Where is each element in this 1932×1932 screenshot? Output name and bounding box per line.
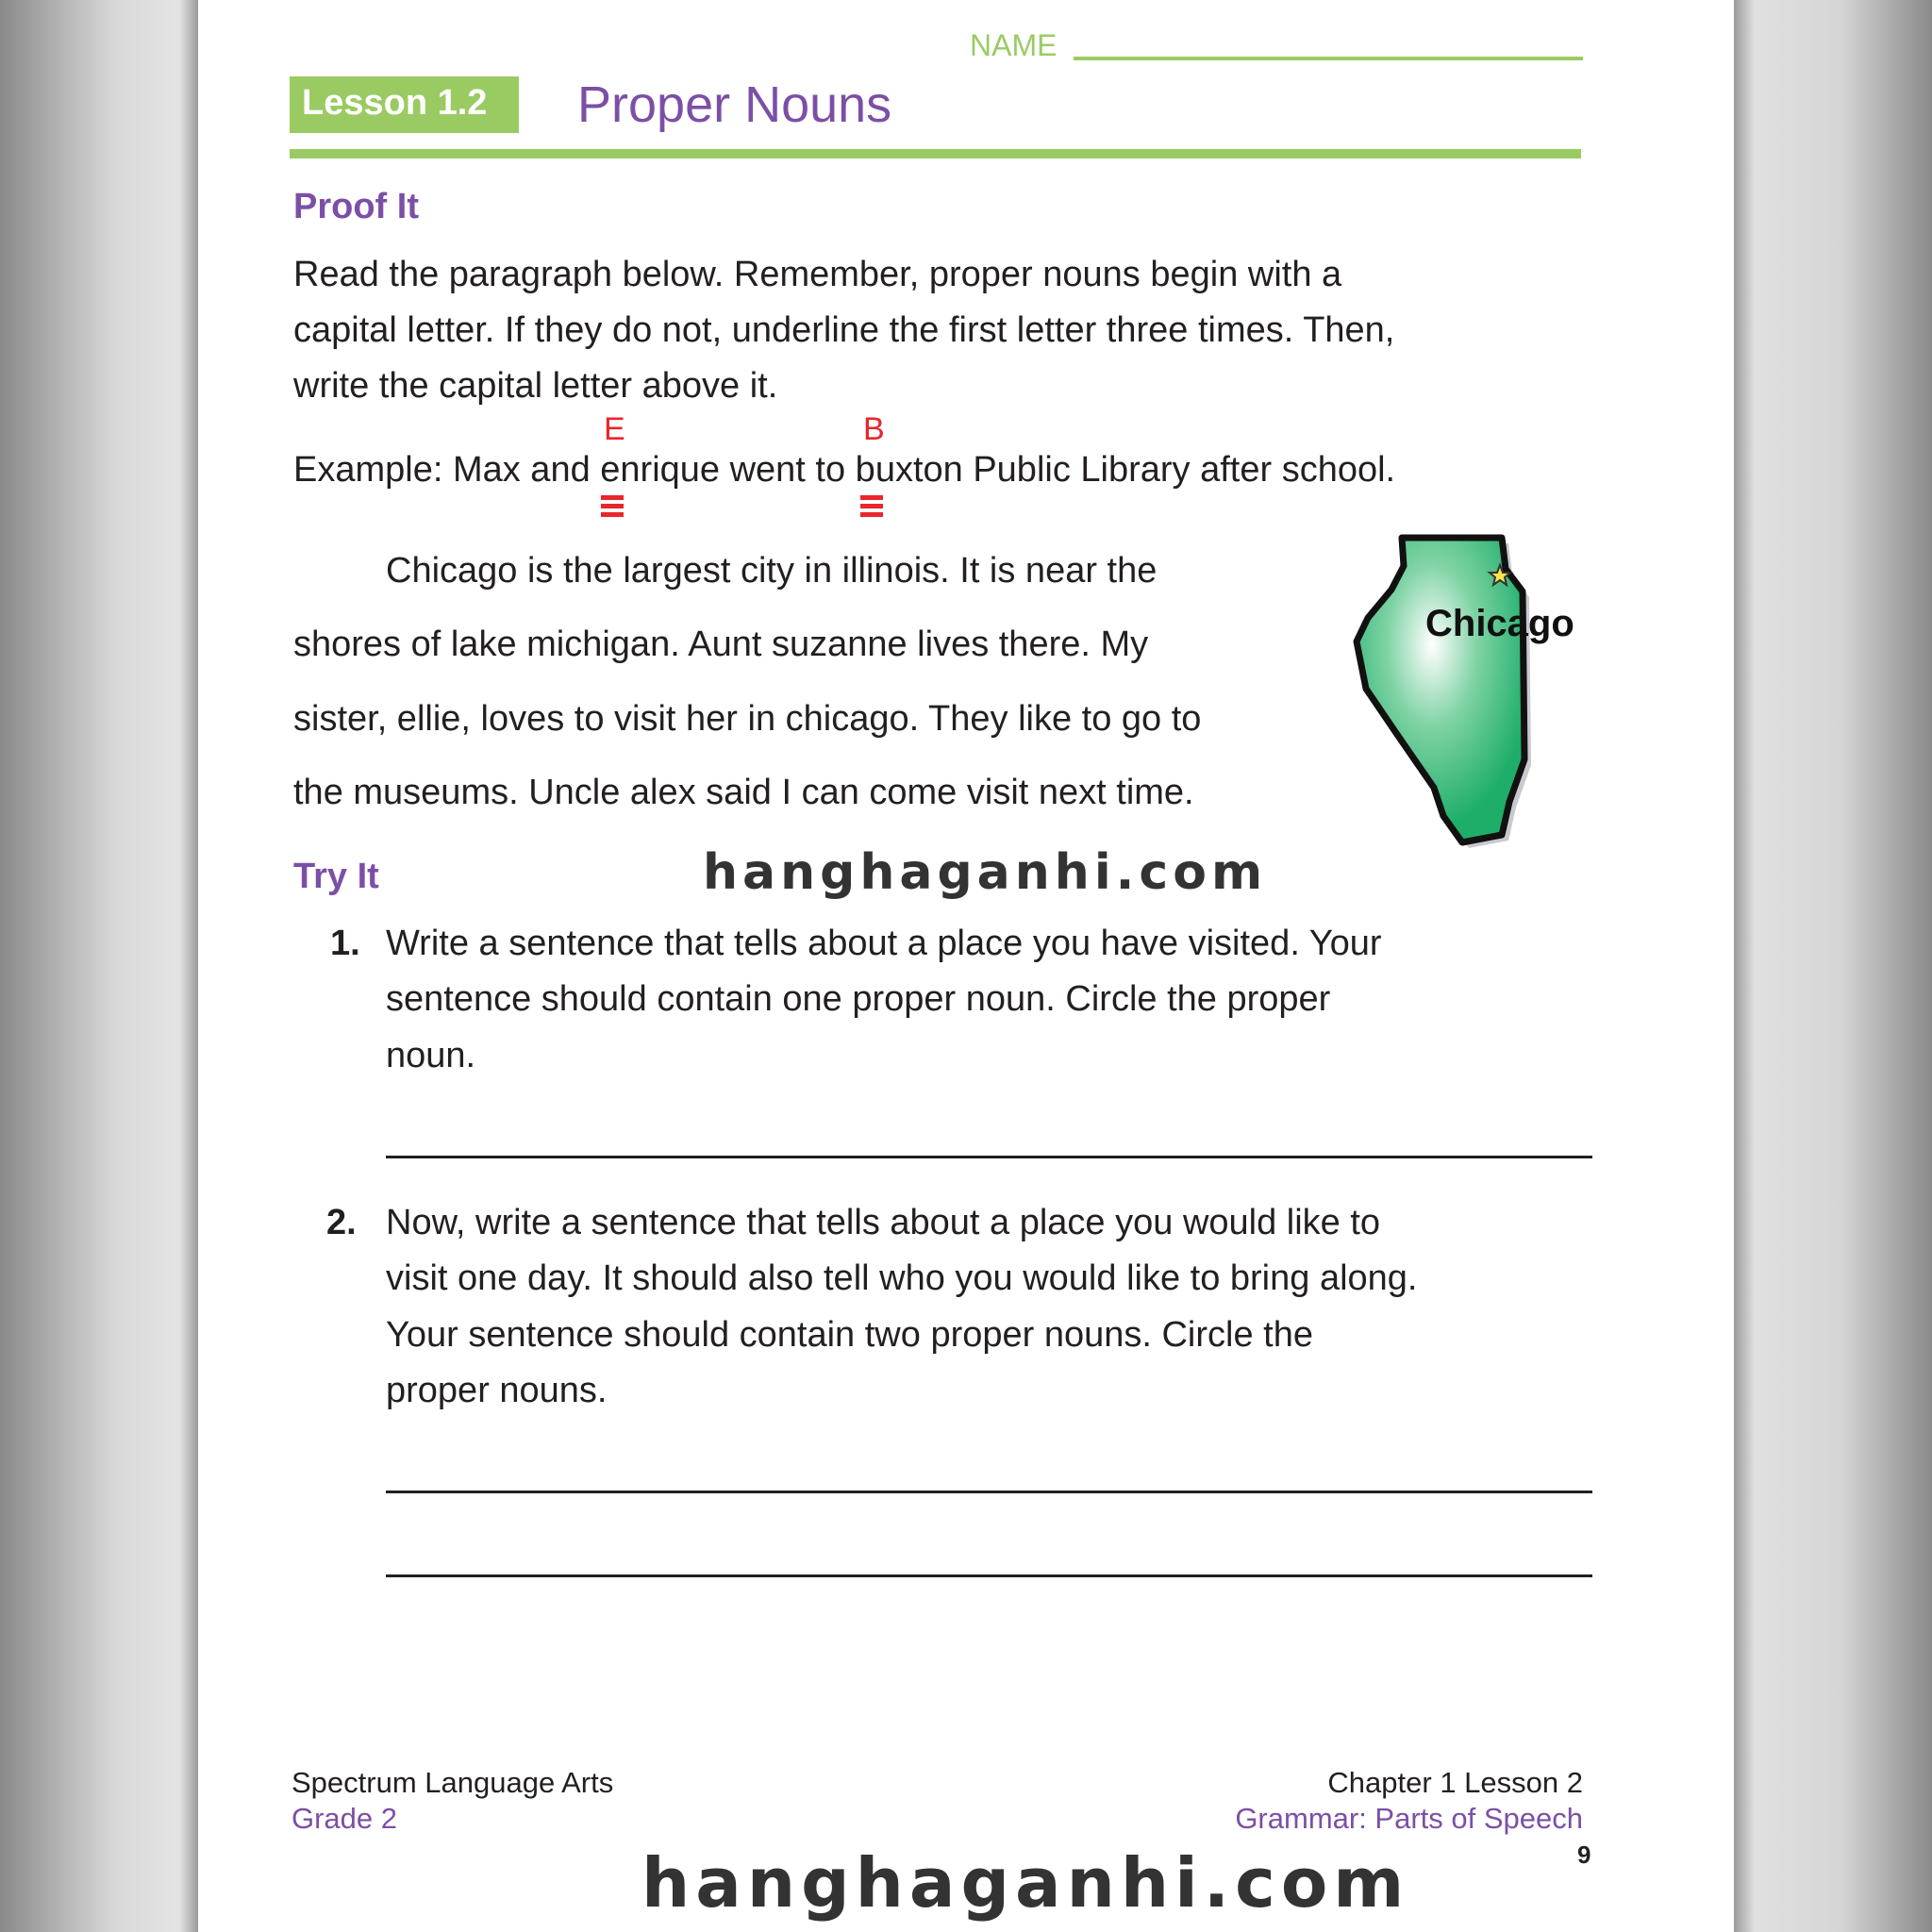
item-line: Your sentence should contain two proper nouns. Circle the bbox=[386, 1315, 1313, 1355]
paragraph-line: sister, ellie, loves to visit her in chicago. They like to go to bbox=[293, 699, 1202, 739]
answer-line[interactable] bbox=[386, 1491, 1592, 1493]
paragraph-line: the museums. Uncle alex said I can come visit next time. bbox=[293, 773, 1194, 812]
triple-underline-mark bbox=[601, 495, 624, 518]
footer-grade: Grade 2 bbox=[291, 1802, 398, 1835]
footer-chapter: Chapter 1 Lesson 2 bbox=[1327, 1766, 1583, 1799]
item-line: Now, write a sentence that tells about a place you would like to bbox=[386, 1203, 1381, 1242]
example-text: uxton Public Library after school. bbox=[874, 450, 1396, 490]
correction-letter: E bbox=[604, 411, 625, 447]
watermark: hanghaganhi.com bbox=[641, 1843, 1410, 1923]
item-line: noun. bbox=[386, 1036, 476, 1075]
map-label: Chicago bbox=[1425, 603, 1574, 644]
item-line: Write a sentence that tells about a place you have visited. Your bbox=[386, 924, 1382, 963]
answer-line[interactable] bbox=[386, 1574, 1592, 1577]
instruction-line: Read the paragraph below. Remember, proper nouns begin with a bbox=[293, 255, 1342, 294]
example-marked-letter: b bbox=[855, 450, 875, 490]
instruction-line: write the capital letter above it. bbox=[293, 366, 778, 406]
watermark: hanghaganhi.com bbox=[703, 844, 1268, 901]
item-number: 1. bbox=[330, 924, 360, 963]
name-label: NAME bbox=[970, 28, 1058, 62]
lesson-badge-text: Lesson 1.2 bbox=[302, 83, 488, 123]
example-marked-letter: e bbox=[600, 450, 621, 490]
illinois-shape bbox=[1357, 538, 1524, 842]
paragraph-line: Chicago is the largest city in illinois. It is near the bbox=[386, 551, 1158, 591]
example-sentence bbox=[293, 450, 1395, 491]
item-line: visit one day. It should also tell who you would like to bring along. bbox=[386, 1258, 1418, 1298]
illinois-map bbox=[1340, 524, 1623, 854]
instruction-line: capital letter. If they do not, underline the first letter three times. Then, bbox=[293, 310, 1395, 350]
correction-letter: B bbox=[863, 411, 885, 447]
triple-underline-mark bbox=[860, 495, 883, 518]
try-it-heading: Try It bbox=[293, 857, 379, 896]
answer-line[interactable] bbox=[386, 1156, 1592, 1158]
footer-book: Spectrum Language Arts bbox=[291, 1766, 614, 1799]
page-title: Proper Nouns bbox=[577, 76, 892, 133]
example-prefix: Example: Max and bbox=[293, 450, 601, 490]
item-line: proper nouns. bbox=[386, 1371, 608, 1410]
item-number: 2. bbox=[326, 1203, 357, 1242]
page-number: 9 bbox=[1577, 1840, 1591, 1869]
proof-it-heading: Proof It bbox=[293, 187, 419, 226]
footer-topic: Grammar: Parts of Speech bbox=[1235, 1802, 1583, 1835]
example-text: nrique went to bbox=[620, 450, 856, 490]
name-field[interactable] bbox=[1074, 57, 1583, 60]
item-line: sentence should contain one proper noun. Circle the proper bbox=[386, 979, 1331, 1019]
title-rule bbox=[290, 149, 1581, 158]
paragraph-line: shores of lake michigan. Aunt suzanne lives there. My bbox=[293, 625, 1149, 664]
